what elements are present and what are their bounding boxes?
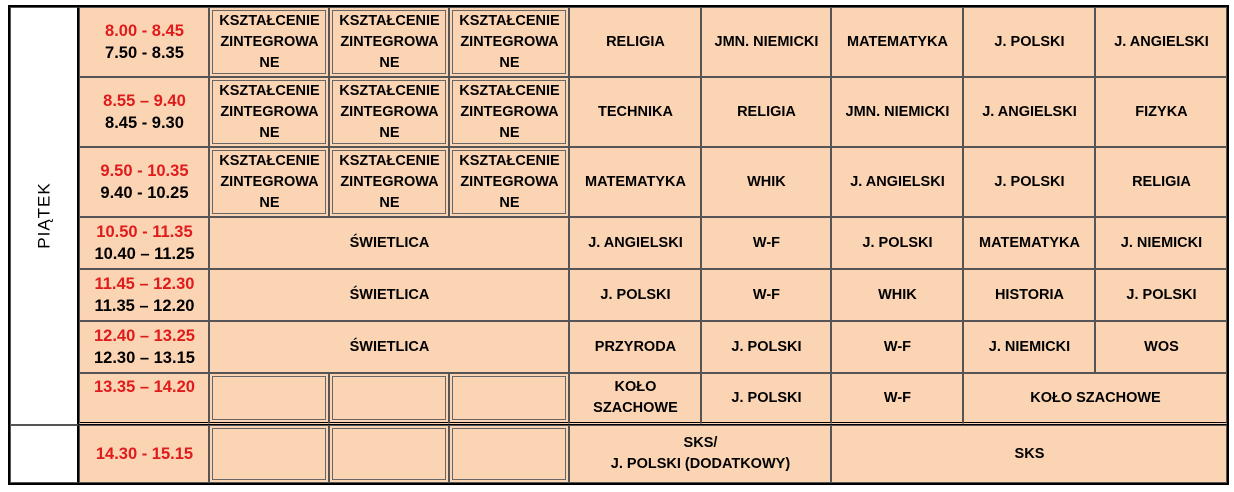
time-secondary: 10.40 – 11.25 — [94, 245, 195, 263]
lesson-cell: KSZTAŁCENIE ZINTEGROWA NE — [209, 147, 329, 217]
lesson-cell: PRZYRODA — [569, 321, 701, 373]
lesson-cell: J. NIEMICKI — [963, 321, 1095, 373]
lesson-cell: J. POLSKI — [569, 269, 701, 321]
lesson-cell: W-F — [831, 321, 963, 373]
time-secondary: 7.50 - 8.35 — [105, 44, 184, 62]
time-cell — [79, 269, 209, 321]
time-primary: 11.45 – 12.30 — [94, 275, 195, 293]
table-row — [10, 321, 1227, 373]
empty-cell — [449, 373, 569, 425]
table-row — [10, 147, 1227, 217]
lesson-cell: WOS — [1095, 321, 1227, 373]
lesson-cell: J. POLSKI — [963, 7, 1095, 77]
lesson-cell: KSZTAŁCENIE ZINTEGROWA NE — [209, 7, 329, 77]
lesson-cell: J. POLSKI — [1095, 269, 1227, 321]
time-primary: 12.40 – 13.25 — [94, 327, 195, 345]
day-label: PIĄTEK — [34, 181, 54, 249]
empty-cell — [329, 373, 449, 425]
lesson-cell: J. ANGIELSKI — [1095, 7, 1227, 77]
lesson-cell: JMN. NIEMICKI — [831, 77, 963, 147]
time-cell — [79, 77, 209, 147]
lesson-cell: W-F — [701, 269, 831, 321]
empty-cell — [209, 425, 329, 483]
time-secondary: 8.45 - 9.30 — [105, 114, 184, 132]
table-row — [10, 425, 1227, 483]
lesson-cell: KSZTAŁCENIE ZINTEGROWA NE — [329, 147, 449, 217]
table-row — [10, 7, 1227, 77]
table-row — [10, 217, 1227, 269]
lesson-cell-merged: SKS — [831, 425, 1227, 483]
time-cell — [79, 7, 209, 77]
time-cell — [79, 217, 209, 269]
lesson-cell: KOŁO SZACHOWE — [569, 373, 701, 425]
lesson-cell: MATEMATYKA — [963, 217, 1095, 269]
time-primary: 13.35 – 14.20 — [94, 378, 195, 396]
lesson-cell: FIZYKA — [1095, 77, 1227, 147]
lesson-cell: WHIK — [701, 147, 831, 217]
empty-cell — [329, 425, 449, 483]
lesson-cell: KSZTAŁCENIE ZINTEGROWA NE — [329, 7, 449, 77]
lesson-cell: KSZTAŁCENIE ZINTEGROWA NE — [209, 77, 329, 147]
time-secondary: 9.40 - 10.25 — [100, 184, 189, 202]
empty-cell — [449, 425, 569, 483]
lesson-cell: W-F — [831, 373, 963, 425]
lesson-cell: JMN. NIEMICKI — [701, 7, 831, 77]
lesson-cell-merged: ŚWIETLICA — [209, 217, 569, 269]
lesson-cell-merged: KOŁO SZACHOWE — [963, 373, 1227, 425]
time-cell — [79, 373, 209, 425]
time-cell — [79, 321, 209, 373]
lesson-line: J. POLSKI (DODATKOWY) — [610, 456, 791, 472]
lesson-cell: J. ANGIELSKI — [569, 217, 701, 269]
time-primary: 8.55 – 9.40 — [103, 92, 186, 110]
time-cell — [79, 147, 209, 217]
lesson-cell: J. POLSKI — [831, 217, 963, 269]
timetable — [8, 5, 1229, 485]
lesson-cell: KSZTAŁCENIE ZINTEGROWA NE — [329, 77, 449, 147]
lesson-cell: J. POLSKI — [963, 147, 1095, 217]
lesson-cell-merged — [569, 425, 831, 483]
lesson-cell: HISTORIA — [963, 269, 1095, 321]
table-row — [10, 269, 1227, 321]
time-primary: 8.00 - 8.45 — [105, 22, 184, 40]
lesson-cell: MATEMATYKA — [569, 147, 701, 217]
lesson-cell: RELIGIA — [569, 7, 701, 77]
day-label-cell — [10, 7, 79, 425]
table-row — [10, 77, 1227, 147]
lesson-cell: J. ANGIELSKI — [963, 77, 1095, 147]
time-cell — [79, 425, 209, 483]
time-primary: 10.50 - 11.35 — [96, 223, 193, 241]
lesson-cell: MATEMATYKA — [831, 7, 963, 77]
lesson-cell: RELIGIA — [1095, 147, 1227, 217]
time-primary: 9.50 - 10.35 — [100, 162, 189, 180]
table-row — [10, 373, 1227, 425]
lesson-cell: W-F — [701, 217, 831, 269]
time-secondary: 11.35 – 12.20 — [94, 297, 195, 315]
lesson-cell: RELIGIA — [701, 77, 831, 147]
lesson-cell-merged: ŚWIETLICA — [209, 269, 569, 321]
lesson-cell: J. NIEMICKI — [1095, 217, 1227, 269]
lesson-cell: WHIK — [831, 269, 963, 321]
lesson-cell: KSZTAŁCENIE ZINTEGROWA NE — [449, 7, 569, 77]
lesson-cell: KSZTAŁCENIE ZINTEGROWA NE — [449, 77, 569, 147]
lesson-cell-merged: ŚWIETLICA — [209, 321, 569, 373]
lesson-cell: J. ANGIELSKI — [831, 147, 963, 217]
lesson-cell: KSZTAŁCENIE ZINTEGROWA NE — [449, 147, 569, 217]
lesson-cell: J. POLSKI — [701, 373, 831, 425]
lesson-cell: TECHNIKA — [569, 77, 701, 147]
empty-day-cell — [10, 425, 79, 483]
lesson-line: SKS/ — [683, 435, 718, 451]
time-primary: 14.30 - 15.15 — [95, 445, 194, 463]
lesson-cell: J. POLSKI — [701, 321, 831, 373]
time-secondary: 12.30 – 13.15 — [94, 349, 195, 367]
empty-cell — [209, 373, 329, 425]
